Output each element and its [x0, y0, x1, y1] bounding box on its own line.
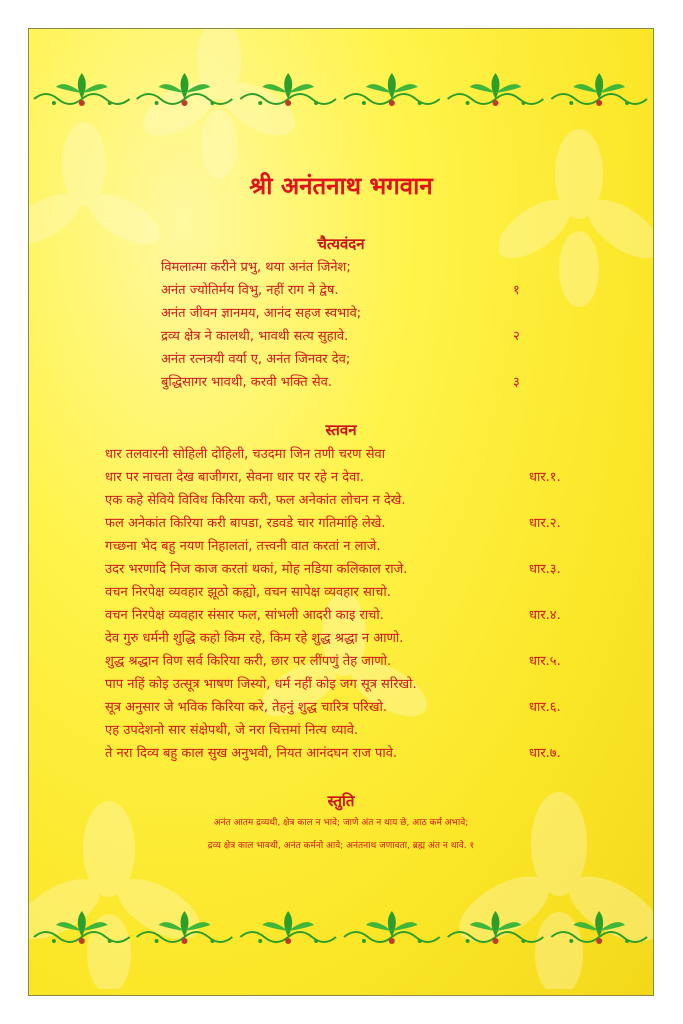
- stavan-line: शुद्ध श्रद्धान विण सर्व किरिया करी, छार पर लींपणुं तेह जाणो.: [105, 654, 392, 669]
- top-ornament-border-icon: [29, 69, 653, 115]
- verse-number: १: [513, 283, 520, 298]
- stavan-line: सूत्र अनुसार जे भविक किरिया करे, तेहनुं शुद्ध चारित्र परिखो.: [105, 700, 387, 715]
- refrain-number: धार.६.: [529, 700, 561, 715]
- chaityavandan-heading: चैत्यवंदन: [317, 235, 365, 253]
- stavan-heading: स्तवन: [325, 421, 357, 439]
- chaityavandan-line: अनंत ज्योतिर्मय विभु, नहीं राग ने द्वेष.: [161, 283, 339, 298]
- refrain-number: धार.२.: [529, 516, 561, 531]
- stavan-line: देव गुरु धर्मनी शुद्धि कहो किम रहे, किम रहे शुद्ध श्रद्धा न आणो.: [105, 631, 404, 646]
- stavan-line: फल अनेकांत किरिया करी बापडा, रडवडे चार गतिमांहि लेखे.: [105, 516, 386, 531]
- refrain-number: धार.४.: [529, 608, 561, 623]
- chaityavandan-line: द्रव्य क्षेत्र ने कालथी, भावथी सत्य सुहावे.: [161, 329, 349, 344]
- stavan-line: एक कहे सेविये विविध किरिया करी, फल अनेकांत लोचन न देखे.: [105, 493, 406, 508]
- stavan-line: धार तलवारनी सोहिली दोहिली, चउदमा जिन तणी चरण सेवा: [105, 447, 386, 462]
- refrain-number: धार.५.: [529, 654, 561, 669]
- chaityavandan-line: अनंत रत्नत्रयी वर्या ए, अनंत जिनवर देव;: [161, 352, 351, 367]
- verse-number: ३: [513, 375, 520, 390]
- stavan-line: वचन निरपेक्ष व्यवहार झूठो कह्यो, वचन सापेक्ष व्यवहार साचो.: [105, 585, 391, 600]
- flower-decoration-icon: [499, 129, 654, 309]
- chaityavandan-line: अनंत जीवन ज्ञानमय, आनंद सहज स्वभावे;: [161, 306, 362, 321]
- refrain-number: धार.१.: [529, 470, 561, 485]
- verse-number: २: [513, 329, 520, 344]
- stuti-line: अनंत आतम द्रव्यथी, क्षेत्र काल न भावे; जाणे अंत न थाय छे, आठ कर्म अभावे;: [213, 818, 469, 828]
- stavan-line: गच्छना भेद बहु नयण निहालतां, तत्त्वनी वात करतां न लाजे.: [105, 539, 381, 554]
- page-title: श्री अनंतनाथ भगवान: [249, 172, 433, 200]
- chaityavandan-line: बुद्धिसागर भावथी, करवी भक्ति सेव.: [161, 375, 332, 390]
- stavan-line: उदर भरणादि निज काज करतां थकां, मोह नडिया कलिकाल राजे.: [105, 562, 408, 577]
- chaityavandan-line: विमलात्मा करीने प्रभु, थया अनंत जिनेश;: [161, 260, 351, 275]
- stavan-line: वचन निरपेक्ष व्यवहार संसार फल, सांभली आदरी काइ राचो.: [105, 608, 384, 623]
- stavan-line: धार पर नाचता देख बाजीगरा, सेवना धार पर रहे न देवा.: [105, 470, 364, 485]
- stavan-line: एह उपदेशनो सार संक्षेपथी, जे नरा चित्तमां नित्य ध्यावे.: [105, 723, 359, 738]
- stuti-line: द्रव्य क्षेत्र काल भावथी, अनंत कर्मनो आवे; अनंतनाथ जणावता, ब्रह्म अंत न थावे. १: [207, 841, 475, 851]
- refrain-number: धार.३.: [529, 562, 561, 577]
- stuti-heading: स्तुति: [327, 792, 355, 810]
- flower-decoration-icon: [28, 119, 159, 289]
- stavan-line: पाप नहिं कोइ उत्सूत्र भाषण जिस्यो, धर्म नहीं कोइ जग सूत्र सरिखो.: [105, 677, 417, 692]
- stavan-line: ते नरा दिव्य बहु काल सुख अनुभवी, नियत आनंदघन राज पावे.: [105, 746, 398, 761]
- page: [28, 28, 654, 996]
- bottom-ornament-border-icon: [29, 907, 653, 953]
- refrain-number: धार.७.: [529, 746, 561, 761]
